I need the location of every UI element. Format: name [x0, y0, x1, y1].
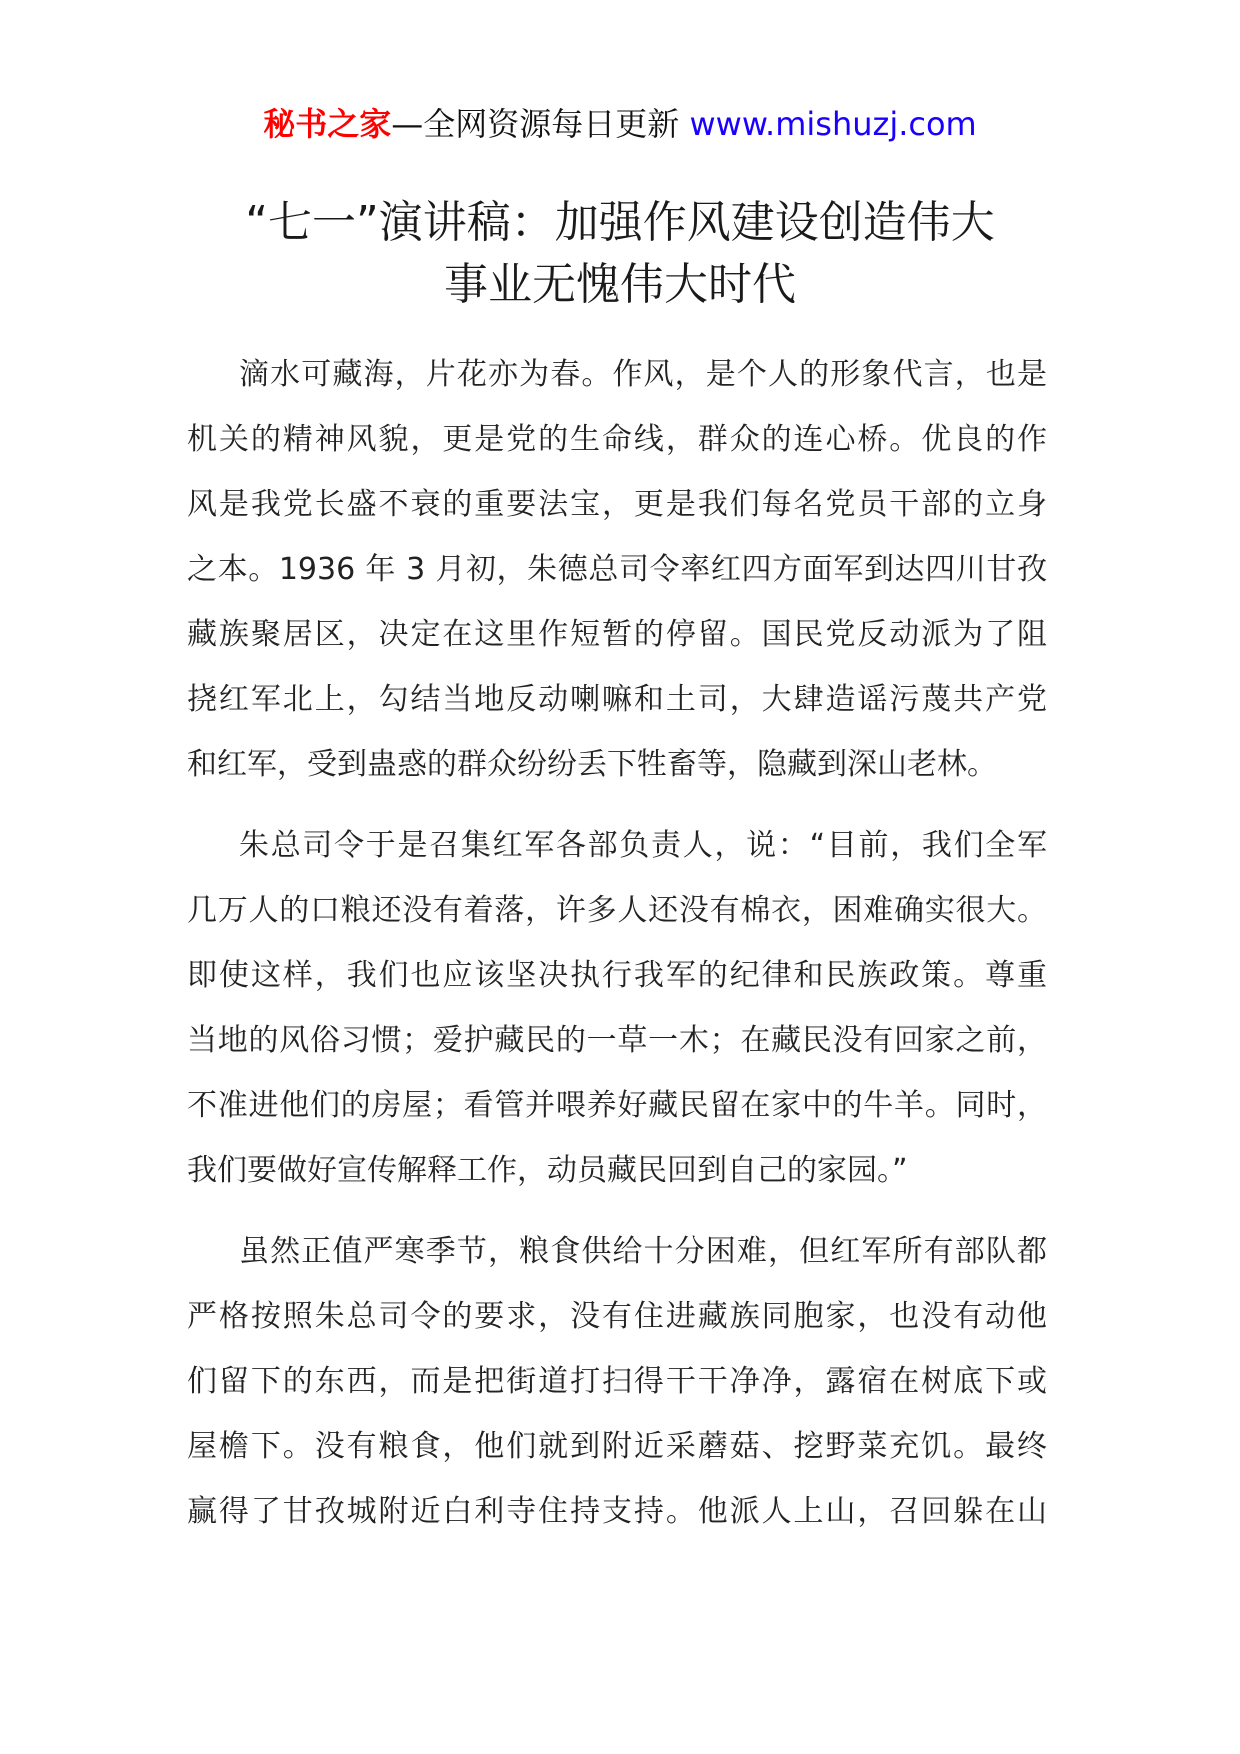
text-line: 挠红军北上，勾结当地反动喇嘛和土司，大肆造谣污蔑共产党: [187, 682, 1047, 717]
text-line: 屋檐下。没有粮食，他们就到附近采蘑菇、挖野菜充饥。最终: [187, 1429, 1047, 1464]
site-url-link[interactable]: www.mishuzj.com: [689, 105, 977, 143]
paragraph-3: [187, 1219, 1047, 1544]
title-line: 事业无愧伟大时代: [444, 259, 796, 310]
site-tagline: —全网资源每日更新: [391, 105, 690, 143]
site-header: [0, 100, 1240, 148]
text-line: 朱总司令于是召集红军各部负责人，说：“目前，我们全军: [239, 828, 1047, 863]
text-line: 我们要做好宣传解释工作，动员藏民回到自己的家园。”: [187, 1153, 908, 1188]
title-line: “七一”演讲稿：加强作风建设创造伟大: [245, 197, 995, 248]
text-line: 虽然正值严寒季节，粮食供给十分困难，但红军所有部队都: [239, 1234, 1047, 1269]
paragraph-2: [187, 813, 1047, 1203]
paragraph-1: [187, 342, 1047, 797]
document-title: [140, 192, 1100, 316]
text-line: 赢得了甘孜城附近白利寺住持支持。他派人上山，召回躲在山: [187, 1494, 1047, 1529]
text-line: 当地的风俗习惯；爱护藏民的一草一木；在藏民没有回家之前，: [187, 1023, 1047, 1058]
text-line: 们留下的东西，而是把街道打扫得干干净净，露宿在树底下或: [187, 1364, 1047, 1399]
text-line: 和红军，受到蛊惑的群众纷纷丢下牲畜等，隐藏到深山老林。: [187, 747, 997, 782]
text-line: 即使这样，我们也应该坚决执行我军的纪律和民族政策。尊重: [187, 958, 1047, 993]
site-brand: 秘书之家: [263, 105, 392, 143]
text-line: 之本。1936 年 3 月初，朱德总司令率红四方面军到达四川甘孜: [187, 552, 1047, 587]
text-line: 几万人的口粮还没有着落，许多人还没有棉衣，困难确实很大。: [187, 893, 1047, 928]
text-line: 风是我党长盛不衰的重要法宝，更是我们每名党员干部的立身: [187, 487, 1047, 522]
document-body: [187, 342, 1047, 1560]
text-line: 严格按照朱总司令的要求，没有住进藏族同胞家，也没有动他: [187, 1299, 1047, 1334]
text-line: 机关的精神风貌，更是党的生命线，群众的连心桥。优良的作: [187, 422, 1047, 457]
text-line: 不准进他们的房屋；看管并喂养好藏民留在家中的牛羊。同时，: [187, 1088, 1047, 1123]
text-line: 藏族聚居区，决定在这里作短暂的停留。国民党反动派为了阻: [187, 617, 1047, 652]
text-line: 滴水可藏海，片花亦为春。作风，是个人的形象代言，也是: [239, 357, 1047, 392]
